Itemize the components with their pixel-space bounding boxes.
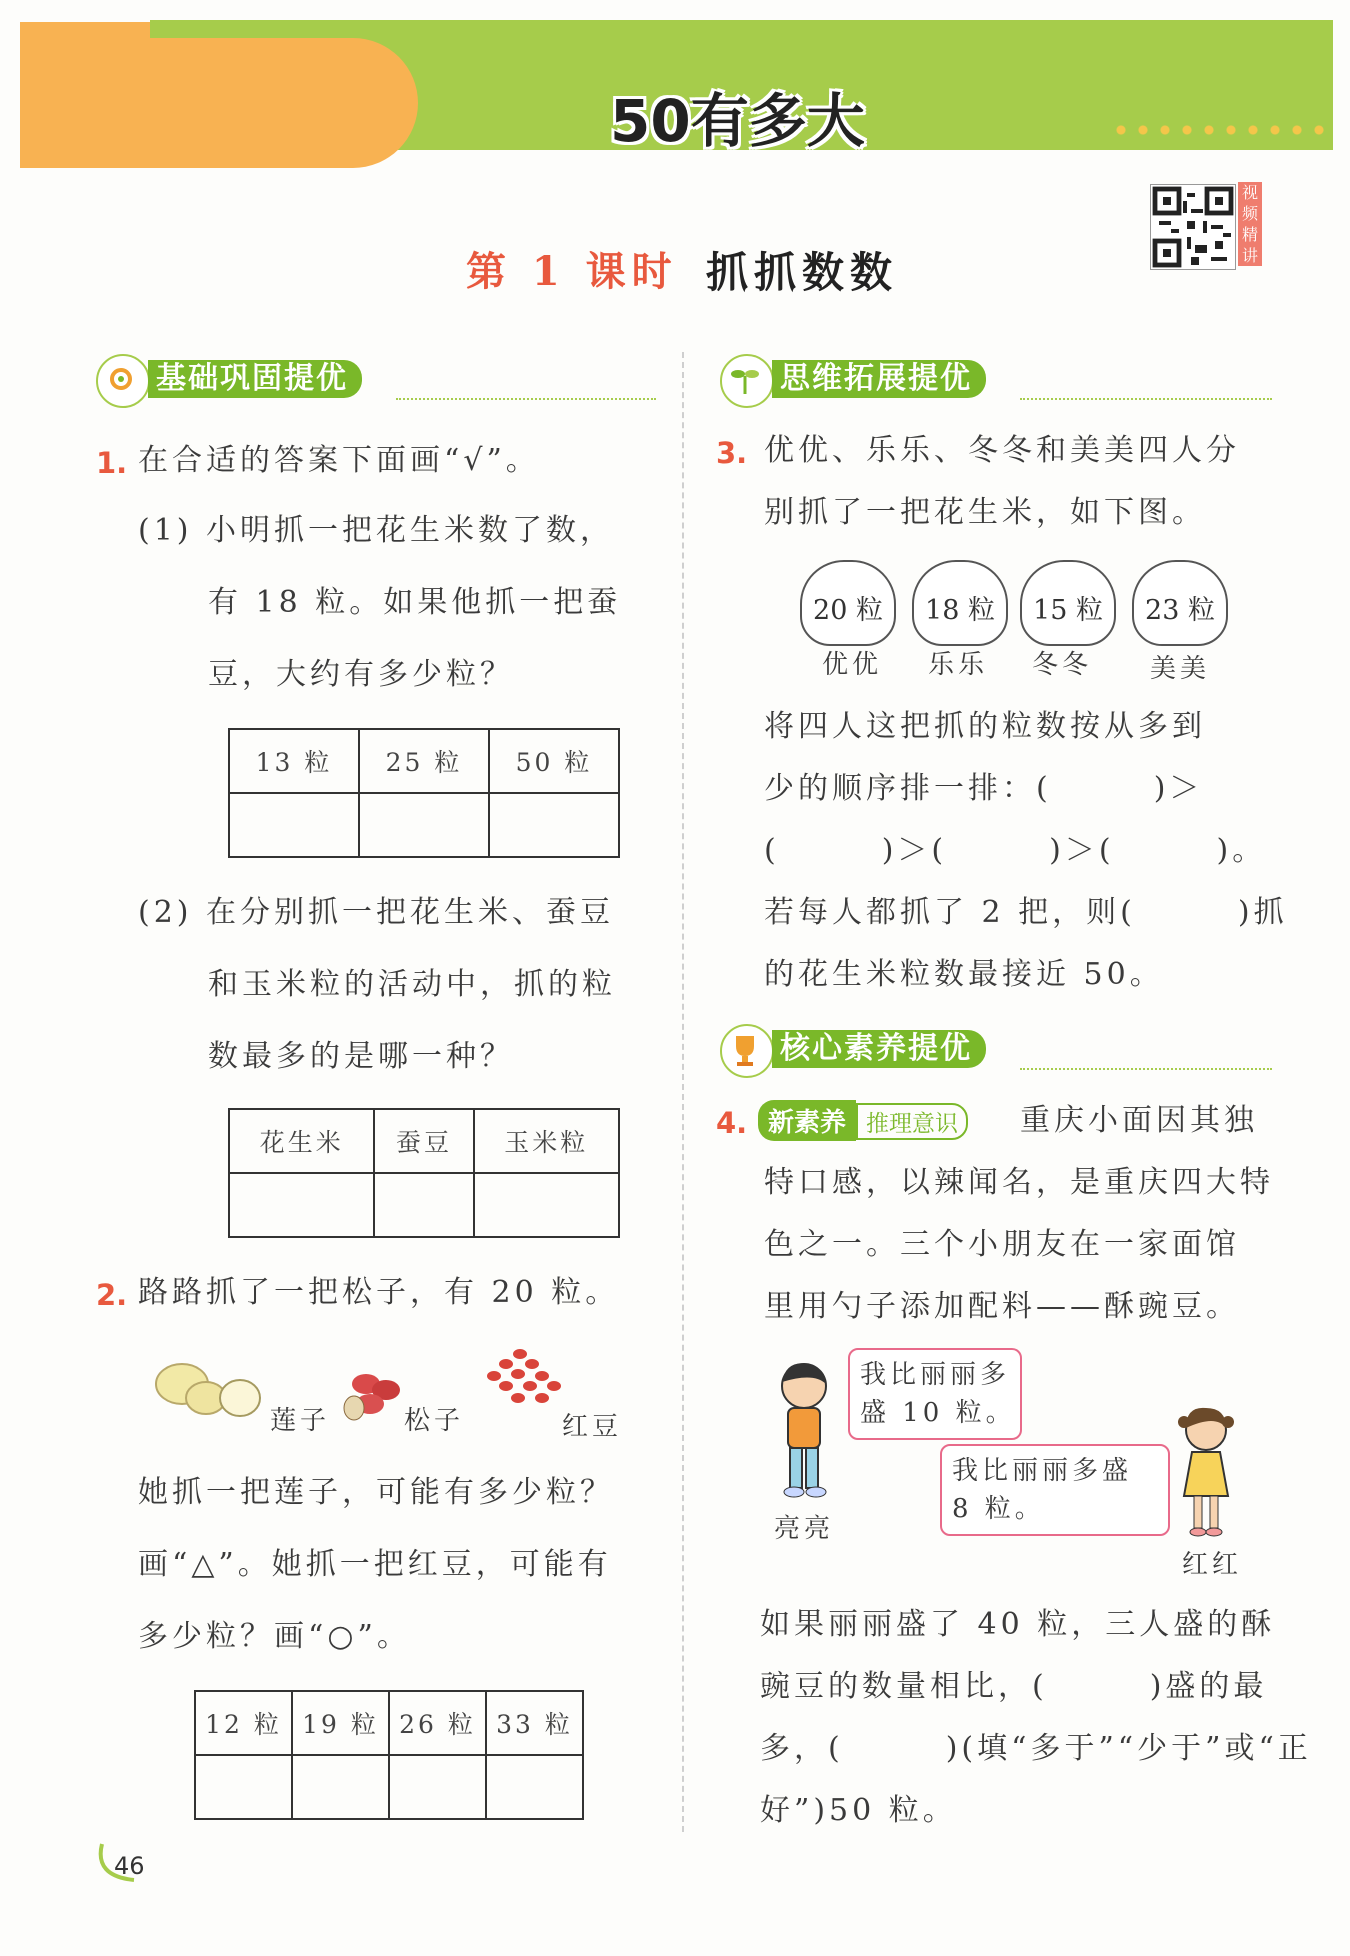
boy-liangliang-icon [764,1356,854,1506]
q3-line6: 若每人都抓了 2 把，则( )抓 [764,895,1288,930]
section-basic-title: 基础巩固提优 [148,360,362,398]
q4-line7: 多，( )(填“多于”“少于”或“正 [760,1731,1312,1766]
answer-cell[interactable] [229,793,359,857]
q1-table2 [228,1108,620,1238]
reasoning-badge: 推理意识 [856,1103,968,1140]
speech-bubble-honghong [940,1444,1170,1536]
bubble-text: 盛 10 粒。 [860,1398,1016,1428]
option-cell: 33 粒 [486,1691,583,1755]
answer-cell[interactable] [229,1173,374,1237]
q1-p2-line2: 和玉米粒的活动中，抓的粒 [208,967,616,1002]
speech-bubble-liangliang [848,1348,1022,1440]
q1-p1-line3: 豆，大约有多少粒？ [208,657,514,692]
q3-number: 3. [716,436,748,470]
handful-meimei: 23 粒 [1132,560,1228,646]
q4-number: 4. [716,1106,748,1140]
pine-nut-label: 松子 [404,1406,465,1436]
name-lele: 乐乐 [928,650,989,680]
q4-badge [758,1100,968,1141]
section-core-header [720,1026,1272,1070]
new-literacy-badge: 新素养 [758,1100,856,1141]
q1-text: 在合适的答案下面画“√”。 [138,443,540,478]
kid-name-honghong: 红红 [1182,1550,1243,1580]
q4-line2: 特口感，以辣闻名，是重庆四大特 [764,1165,1274,1200]
gear-icon [96,354,150,408]
header-dots [1110,124,1330,136]
chapter-title: 50有多大 [610,87,865,155]
option-cell: 13 粒 [229,729,359,793]
option-cell: 蚕豆 [374,1109,473,1173]
q4-line1: 重庆小面因其独 [1020,1103,1258,1138]
answer-cell[interactable] [389,1755,486,1819]
section-thinking-title: 思维拓展提优 [772,360,986,398]
q1-p1-line2: 有 18 粒。如果他抓一把蚕 [208,585,622,620]
q3-line2: 别抓了一把花生米，如下图。 [764,495,1206,530]
answer-cell[interactable] [374,1173,473,1237]
section-divider [396,398,656,400]
lotus-seed-icon [150,1360,270,1420]
q3-line7: 的花生米粒数最接近 50。 [764,957,1164,992]
q1-number: 1. [96,446,128,480]
header-orange-shape [20,38,418,168]
handful-youyou: 20 粒 [800,560,896,646]
q3-line5: ( )＞( )＞( )。 [764,833,1267,868]
section-core-title: 核心素养提优 [772,1030,986,1068]
answer-cell[interactable] [474,1173,619,1237]
girl-honghong-icon [1166,1400,1246,1550]
q2-number: 2. [96,1278,128,1312]
q1-p2-line1: (2) 在分别抓一把花生米、蚕豆 [138,895,615,930]
lotus-seed-label: 莲子 [270,1406,331,1436]
qr-code-icon[interactable] [1150,184,1236,270]
q1-p2-line3: 数最多的是哪一种？ [208,1039,514,1074]
q3-line3: 将四人这把抓的粒数按从多到 [764,709,1206,744]
option-cell: 50 粒 [489,729,619,793]
handful-dongdong: 15 粒 [1020,560,1116,646]
qr-label: 视频精讲 [1238,182,1262,266]
q1-table1 [228,728,620,858]
q4-line4: 里用勺子添加配料——酥豌豆。 [764,1289,1240,1324]
q3-line4: 少的顺序排一排：( )＞ [764,771,1204,806]
q2-table [194,1690,584,1820]
answer-cell[interactable] [195,1755,292,1819]
bubble-text: 我比丽丽多 [860,1360,1011,1390]
red-bean-icon [480,1344,570,1414]
section-divider [1020,1068,1272,1070]
sprout-icon [720,354,774,408]
option-cell: 19 粒 [292,1691,389,1755]
option-cell: 25 粒 [359,729,489,793]
trophy-icon [720,1024,774,1078]
q2-line1: 她抓一把莲子，可能有多少粒？ [138,1475,614,1510]
lesson-name: 抓抓数数 [706,248,899,297]
name-youyou: 优优 [822,650,883,680]
kid-name-liangliang: 亮亮 [774,1514,835,1544]
q1-p1-line1: (1) 小明抓一把花生米数了数， [138,513,615,548]
answer-cell[interactable] [489,793,619,857]
q4-line3: 色之一。三个小朋友在一家面馆 [764,1227,1240,1262]
name-meimei: 美美 [1150,654,1211,684]
column-divider [682,352,684,1832]
q4-line5: 如果丽丽盛了 40 粒，三人盛的酥 [760,1607,1276,1642]
lesson-number: 第 1 课时 [466,248,678,295]
q3-line1: 优优、乐乐、冬冬和美美四人分 [764,433,1240,468]
option-cell: 玉米粒 [474,1109,619,1173]
q2-line2: 画“△”。她抓一把红豆，可能有 [138,1547,612,1582]
page-number: 46 [114,1852,145,1880]
option-cell: 花生米 [229,1109,374,1173]
answer-cell[interactable] [292,1755,389,1819]
q4-line6: 豌豆的数量相比，( )盛的最 [760,1669,1268,1704]
handful-lele: 18 粒 [912,560,1008,646]
option-cell: 26 粒 [389,1691,486,1755]
bubble-text: 8 粒。 [952,1494,1045,1524]
q4-line8: 好”)50 粒。 [760,1793,957,1828]
option-cell: 12 粒 [195,1691,292,1755]
name-dongdong: 冬冬 [1032,650,1093,680]
header-orange-tab [20,22,150,38]
section-thinking-header [720,356,1272,400]
section-divider [1020,398,1272,400]
bubble-text: 我比丽丽多盛 [952,1456,1133,1486]
q2-text: 路路抓了一把松子，有 20 粒。 [138,1275,620,1310]
answer-cell[interactable] [359,793,489,857]
answer-cell[interactable] [486,1755,583,1819]
red-bean-label: 红豆 [562,1412,623,1442]
section-basic-header [96,356,656,400]
q2-line3: 多少粒？画“○”。 [138,1619,411,1654]
